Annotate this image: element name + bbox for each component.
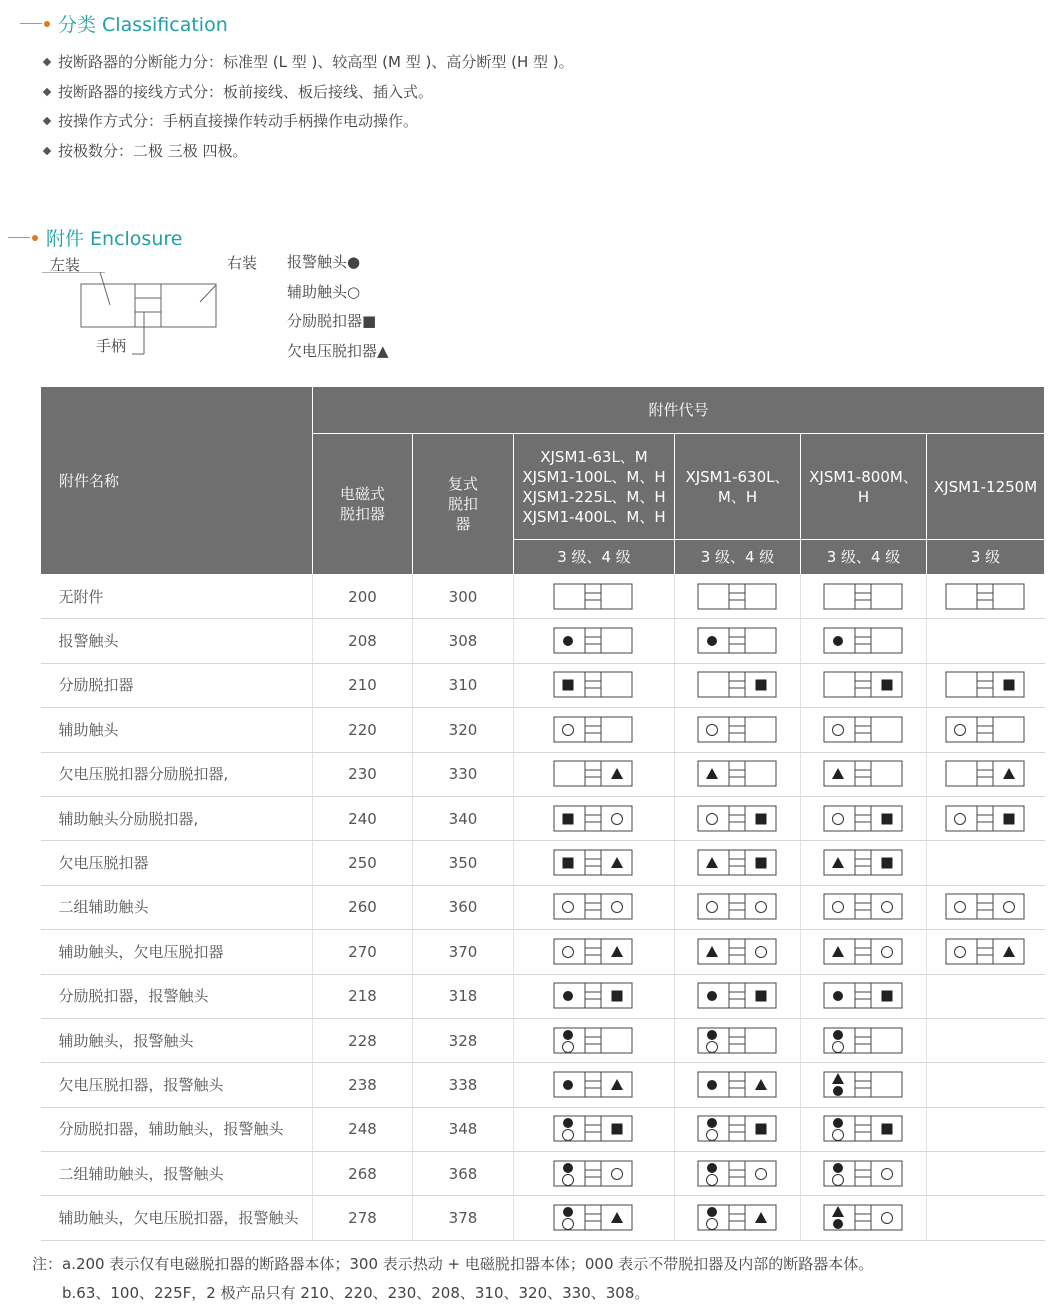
row-symbol-cell bbox=[514, 1107, 675, 1151]
aux-contact-icon bbox=[832, 813, 843, 824]
aux-contact-icon bbox=[706, 724, 717, 735]
row-compound-code: 350 bbox=[413, 841, 514, 885]
aux-contact-icon bbox=[706, 1174, 717, 1185]
row-symbol-cell bbox=[514, 1152, 675, 1196]
enclosure-heading bbox=[8, 224, 182, 251]
row-symbol-cell bbox=[927, 1152, 1045, 1196]
row-magnetic-code: 260 bbox=[313, 885, 413, 929]
row-compound-code: 318 bbox=[413, 974, 514, 1018]
breaker-symbol-icon bbox=[697, 1070, 779, 1100]
breaker-symbol-icon bbox=[553, 804, 635, 834]
row-symbol-cell bbox=[675, 708, 801, 752]
breaker-symbol-icon bbox=[823, 1070, 905, 1100]
enclosure-title: 附件 Enclosure bbox=[46, 228, 183, 250]
alarm-contact-icon bbox=[707, 1207, 717, 1217]
breaker-symbol-icon bbox=[823, 937, 905, 967]
list-item: 按断路器的分断能力分：标准型 (L 型 )、较高型 (M 型 )、高分断型 (H 型 )。 bbox=[40, 48, 574, 78]
row-symbol-cell bbox=[675, 974, 801, 1018]
row-symbol-cell bbox=[801, 708, 927, 752]
breaker-symbol-icon bbox=[553, 848, 635, 878]
shunt-release-icon bbox=[881, 813, 892, 824]
row-compound-code: 360 bbox=[413, 885, 514, 929]
breaker-symbol-icon bbox=[553, 670, 635, 700]
breaker-symbol-icon bbox=[697, 848, 779, 878]
row-symbol-cell bbox=[927, 974, 1045, 1018]
row-symbol-cell bbox=[675, 752, 801, 796]
breaker-symbol-icon bbox=[823, 715, 905, 745]
row-symbol-cell bbox=[927, 1018, 1045, 1062]
header-level-3: 3 级、4 级 bbox=[801, 540, 927, 575]
row-symbol-cell bbox=[675, 1018, 801, 1062]
breaker-symbol-icon bbox=[945, 582, 1027, 612]
breaker-symbol-icon bbox=[823, 892, 905, 922]
row-compound-code: 310 bbox=[413, 663, 514, 707]
breaker-symbol-icon bbox=[553, 582, 635, 612]
row-symbol-cell bbox=[514, 930, 675, 974]
row-compound-code: 300 bbox=[413, 575, 514, 619]
shunt-release-icon bbox=[563, 680, 574, 691]
shunt-release-icon bbox=[881, 1124, 892, 1135]
row-magnetic-code: 230 bbox=[313, 752, 413, 796]
alarm-contact-icon bbox=[563, 1163, 573, 1173]
shunt-release-icon bbox=[563, 858, 574, 869]
row-magnetic-code: 208 bbox=[313, 619, 413, 663]
legend-aux-contact: 辅助触头○ bbox=[287, 282, 361, 301]
shunt-release-icon bbox=[1003, 680, 1014, 691]
row-symbol-cell bbox=[927, 663, 1045, 707]
aux-contact-icon bbox=[755, 1168, 766, 1179]
alarm-contact-icon bbox=[563, 1080, 573, 1090]
row-symbol-cell bbox=[675, 796, 801, 840]
breaker-symbol-icon bbox=[553, 1203, 635, 1233]
breaker-symbol-icon bbox=[553, 981, 635, 1011]
classification-list bbox=[40, 48, 574, 166]
breaker-symbol-icon bbox=[945, 759, 1027, 789]
row-symbol-cell bbox=[675, 575, 801, 619]
row-symbol-cell bbox=[801, 1152, 927, 1196]
table-row bbox=[41, 841, 1045, 885]
row-accessory-name: 欠电压脱扣器分励脱扣器, bbox=[41, 752, 313, 796]
aux-contact-icon bbox=[706, 1130, 717, 1141]
aux-contact-icon bbox=[832, 902, 843, 913]
classification-heading bbox=[20, 10, 228, 37]
breaker-symbol-icon bbox=[697, 715, 779, 745]
aux-contact-icon bbox=[563, 724, 574, 735]
row-magnetic-code: 268 bbox=[313, 1152, 413, 1196]
shunt-release-icon bbox=[612, 991, 623, 1002]
row-magnetic-code: 278 bbox=[313, 1196, 413, 1240]
aux-contact-icon bbox=[881, 1168, 892, 1179]
row-accessory-name: 分励脱扣器 bbox=[41, 663, 313, 707]
header-accessory-code: 附件代号 bbox=[313, 387, 1045, 434]
row-accessory-name: 辅助触头，欠电压脱扣器，报警触头 bbox=[41, 1196, 313, 1240]
diamond-bullet-icon bbox=[43, 117, 51, 125]
aux-contact-icon bbox=[954, 724, 965, 735]
alarm-contact-icon bbox=[833, 1163, 843, 1173]
header-compound-release: 复式脱扣器 bbox=[413, 434, 514, 575]
alarm-contact-icon bbox=[707, 991, 717, 1001]
row-symbol-cell bbox=[801, 752, 927, 796]
breaker-symbol-icon bbox=[945, 715, 1027, 745]
legend-shunt-release: 分励脱扣器■ bbox=[287, 312, 377, 330]
header-level-1: 3 级、4 级 bbox=[514, 540, 675, 575]
row-symbol-cell bbox=[514, 885, 675, 929]
breaker-symbol-icon bbox=[553, 1070, 635, 1100]
aux-contact-icon bbox=[954, 946, 965, 957]
breaker-symbol-icon bbox=[823, 582, 905, 612]
table-row bbox=[41, 619, 1045, 663]
row-symbol-cell bbox=[927, 575, 1045, 619]
symbol-legend bbox=[287, 248, 389, 366]
row-compound-code: 330 bbox=[413, 752, 514, 796]
aux-contact-icon bbox=[706, 1219, 717, 1230]
row-accessory-name: 辅助触头，报警触头 bbox=[41, 1018, 313, 1062]
aux-contact-icon bbox=[755, 946, 766, 957]
row-symbol-cell bbox=[801, 885, 927, 929]
row-symbol-cell bbox=[801, 619, 927, 663]
breaker-symbol-icon bbox=[697, 1114, 779, 1144]
row-symbol-cell bbox=[675, 885, 801, 929]
shunt-release-icon bbox=[755, 858, 766, 869]
breaker-symbol-icon bbox=[553, 1026, 635, 1056]
aux-contact-icon bbox=[954, 813, 965, 824]
header-level-4: 3 级 bbox=[927, 540, 1045, 575]
breaker-symbol-icon bbox=[697, 804, 779, 834]
alarm-contact-icon bbox=[707, 636, 717, 646]
row-symbol-cell bbox=[675, 619, 801, 663]
aux-contact-icon bbox=[1003, 902, 1014, 913]
breaker-symbol-icon bbox=[697, 892, 779, 922]
alarm-contact-icon bbox=[707, 1030, 717, 1040]
row-symbol-cell bbox=[514, 1063, 675, 1107]
row-symbol-cell bbox=[801, 974, 927, 1018]
row-accessory-name: 报警触头 bbox=[41, 619, 313, 663]
shunt-release-icon bbox=[1003, 813, 1014, 824]
row-magnetic-code: 250 bbox=[313, 841, 413, 885]
breaker-symbol-icon bbox=[823, 670, 905, 700]
breaker-symbol-icon bbox=[697, 1159, 779, 1189]
shunt-release-icon bbox=[881, 991, 892, 1002]
row-magnetic-code: 270 bbox=[313, 930, 413, 974]
breaker-symbol-icon bbox=[823, 1203, 905, 1233]
row-symbol-cell bbox=[514, 796, 675, 840]
row-accessory-name: 二组辅助触头，报警触头 bbox=[41, 1152, 313, 1196]
note-b: b.63、100、225F，2 极产品只有 210、220、230、208、310、320、330、308。 bbox=[62, 1284, 650, 1302]
breaker-symbol-icon bbox=[697, 981, 779, 1011]
alarm-contact-icon bbox=[833, 991, 843, 1001]
header-model-group-3: XJSM1-800M、 H bbox=[801, 434, 927, 540]
row-compound-code: 338 bbox=[413, 1063, 514, 1107]
aux-contact-icon bbox=[954, 902, 965, 913]
row-symbol-cell bbox=[514, 974, 675, 1018]
handle-label: 手柄 bbox=[96, 337, 127, 355]
right-mount-label: 右装 bbox=[227, 254, 258, 272]
row-symbol-cell bbox=[514, 663, 675, 707]
row-compound-code: 370 bbox=[413, 930, 514, 974]
row-compound-code: 328 bbox=[413, 1018, 514, 1062]
row-symbol-cell bbox=[801, 575, 927, 619]
breaker-symbol-icon bbox=[697, 1026, 779, 1056]
row-symbol-cell bbox=[675, 1152, 801, 1196]
row-accessory-name: 辅助触头 bbox=[41, 708, 313, 752]
row-symbol-cell bbox=[675, 1196, 801, 1240]
list-item: 按断路器的接线方式分：板前接线、板后接线、插入式。 bbox=[40, 78, 574, 108]
row-symbol-cell bbox=[801, 1018, 927, 1062]
breaker-symbol-icon bbox=[697, 937, 779, 967]
table-row bbox=[41, 1107, 1045, 1151]
row-symbol-cell bbox=[514, 619, 675, 663]
aux-contact-icon bbox=[563, 1130, 574, 1141]
diamond-bullet-icon bbox=[43, 58, 51, 66]
alarm-contact-icon bbox=[563, 1118, 573, 1128]
breaker-symbol-icon bbox=[823, 626, 905, 656]
aux-contact-icon bbox=[706, 902, 717, 913]
header-level-2: 3 级、4 级 bbox=[675, 540, 801, 575]
breaker-symbol-icon bbox=[553, 1114, 635, 1144]
aux-contact-icon bbox=[563, 1041, 574, 1052]
row-accessory-name: 无附件 bbox=[41, 575, 313, 619]
row-accessory-name: 辅助触头，欠电压脱扣器 bbox=[41, 930, 313, 974]
row-symbol-cell bbox=[514, 841, 675, 885]
row-magnetic-code: 248 bbox=[313, 1107, 413, 1151]
row-magnetic-code: 220 bbox=[313, 708, 413, 752]
row-compound-code: 340 bbox=[413, 796, 514, 840]
breaker-symbol-icon bbox=[945, 804, 1027, 834]
row-accessory-name: 分励脱扣器，辅助触头，报警触头 bbox=[41, 1107, 313, 1151]
breaker-symbol-icon bbox=[553, 1159, 635, 1189]
row-symbol-cell bbox=[514, 1196, 675, 1240]
breaker-symbol-icon bbox=[697, 759, 779, 789]
aux-contact-icon bbox=[563, 902, 574, 913]
row-accessory-name: 辅助触头分励脱扣器, bbox=[41, 796, 313, 840]
breaker-symbol-icon bbox=[697, 1203, 779, 1233]
legend-undervoltage-release: 欠电压脱扣器▲ bbox=[287, 341, 389, 360]
aux-contact-icon bbox=[612, 1168, 623, 1179]
row-symbol-cell bbox=[675, 930, 801, 974]
shunt-release-icon bbox=[881, 858, 892, 869]
row-magnetic-code: 238 bbox=[313, 1063, 413, 1107]
row-symbol-cell bbox=[514, 708, 675, 752]
aux-contact-icon bbox=[832, 1174, 843, 1185]
alarm-contact-icon bbox=[833, 1118, 843, 1128]
breaker-symbol-icon bbox=[553, 759, 635, 789]
row-symbol-cell bbox=[801, 1063, 927, 1107]
table-row bbox=[41, 796, 1045, 840]
row-symbol-cell bbox=[927, 1063, 1045, 1107]
list-item: 按极数分：二极 三极 四极。 bbox=[40, 137, 574, 167]
legend-alarm-contact: 报警触头● bbox=[287, 253, 361, 271]
aux-contact-icon bbox=[563, 1174, 574, 1185]
header-model-group-2: XJSM1-630L、 M、H bbox=[675, 434, 801, 540]
aux-contact-icon bbox=[563, 1219, 574, 1230]
table-row bbox=[41, 752, 1045, 796]
alarm-contact-icon bbox=[563, 1030, 573, 1040]
aux-contact-icon bbox=[612, 813, 623, 824]
header-model-group-1: XJSM1-63L、M XJSM1-100L、M、H XJSM1-225L、M、H XJSM1-400L、M、H bbox=[514, 434, 675, 540]
alarm-contact-icon bbox=[563, 1207, 573, 1217]
breaker-symbol-icon bbox=[697, 670, 779, 700]
row-symbol-cell bbox=[801, 841, 927, 885]
breaker-symbol-icon bbox=[553, 715, 635, 745]
row-symbol-cell bbox=[514, 1018, 675, 1062]
row-magnetic-code: 228 bbox=[313, 1018, 413, 1062]
alarm-contact-icon bbox=[833, 636, 843, 646]
shunt-release-icon bbox=[563, 813, 574, 824]
table-row bbox=[41, 1018, 1045, 1062]
classification-title: 分类 Classification bbox=[58, 14, 228, 36]
table-row bbox=[41, 885, 1045, 929]
table-row bbox=[41, 1196, 1045, 1240]
aux-contact-icon bbox=[832, 1130, 843, 1141]
aux-contact-icon bbox=[755, 902, 766, 913]
shunt-release-icon bbox=[755, 991, 766, 1002]
header-accessory-name: 附件名称 bbox=[41, 387, 313, 575]
bullet-dot-icon bbox=[32, 235, 38, 241]
shunt-release-icon bbox=[881, 680, 892, 691]
breaker-symbol-icon bbox=[823, 804, 905, 834]
row-magnetic-code: 240 bbox=[313, 796, 413, 840]
aux-contact-icon bbox=[563, 946, 574, 957]
breaker-symbol-icon bbox=[945, 670, 1027, 700]
row-magnetic-code: 210 bbox=[313, 663, 413, 707]
row-compound-code: 368 bbox=[413, 1152, 514, 1196]
aux-contact-icon bbox=[612, 902, 623, 913]
row-compound-code: 308 bbox=[413, 619, 514, 663]
row-symbol-cell bbox=[927, 841, 1045, 885]
row-symbol-cell bbox=[675, 841, 801, 885]
alarm-contact-icon bbox=[563, 991, 573, 1001]
diamond-bullet-icon bbox=[43, 146, 51, 154]
row-symbol-cell bbox=[927, 752, 1045, 796]
bullet-dot-icon bbox=[44, 21, 50, 27]
table-row bbox=[41, 1152, 1045, 1196]
row-symbol-cell bbox=[927, 885, 1045, 929]
row-symbol-cell bbox=[675, 663, 801, 707]
alarm-contact-icon bbox=[833, 1219, 843, 1229]
accessory-code-table bbox=[40, 386, 1045, 1241]
breaker-symbol-icon bbox=[697, 626, 779, 656]
header-model-group-4: XJSM1-1250M bbox=[927, 434, 1045, 540]
aux-contact-icon bbox=[832, 724, 843, 735]
row-symbol-cell bbox=[675, 1107, 801, 1151]
note-a: 注：a.200 表示仅有电磁脱扣器的断路器本体；300 表示热动 + 电磁脱扣器本体；000 表示不带脱扣器及内部的断路器本体。 bbox=[32, 1255, 874, 1273]
shunt-release-icon bbox=[755, 680, 766, 691]
breaker-symbol-icon bbox=[553, 626, 635, 656]
row-symbol-cell bbox=[801, 930, 927, 974]
row-accessory-name: 欠电压脱扣器 bbox=[41, 841, 313, 885]
alarm-contact-icon bbox=[707, 1118, 717, 1128]
aux-contact-icon bbox=[881, 946, 892, 957]
mounting-diagram bbox=[40, 272, 230, 356]
row-symbol-cell bbox=[801, 1107, 927, 1151]
table-row bbox=[41, 1063, 1045, 1107]
row-accessory-name: 分励脱扣器，报警触头 bbox=[41, 974, 313, 1018]
row-magnetic-code: 200 bbox=[313, 575, 413, 619]
aux-contact-icon bbox=[881, 902, 892, 913]
row-symbol-cell bbox=[927, 796, 1045, 840]
alarm-contact-icon bbox=[707, 1163, 717, 1173]
left-mount-label: 左装 bbox=[50, 256, 81, 274]
aux-contact-icon bbox=[706, 1041, 717, 1052]
shunt-release-icon bbox=[755, 813, 766, 824]
shunt-release-icon bbox=[755, 1124, 766, 1135]
row-symbol-cell bbox=[514, 752, 675, 796]
list-item: 按操作方式分：手柄直接操作转动手柄操作电动操作。 bbox=[40, 107, 574, 137]
breaker-symbol-icon bbox=[697, 582, 779, 612]
row-magnetic-code: 218 bbox=[313, 974, 413, 1018]
breaker-symbol-icon bbox=[553, 892, 635, 922]
alarm-contact-icon bbox=[707, 1080, 717, 1090]
table-row bbox=[41, 575, 1045, 619]
row-symbol-cell bbox=[927, 930, 1045, 974]
row-accessory-name: 二组辅助触头 bbox=[41, 885, 313, 929]
header-magnetic-release: 电磁式脱扣器 bbox=[313, 434, 413, 575]
row-symbol-cell bbox=[927, 1107, 1045, 1151]
aux-contact-icon bbox=[706, 813, 717, 824]
alarm-contact-icon bbox=[833, 1030, 843, 1040]
row-symbol-cell bbox=[801, 1196, 927, 1240]
row-symbol-cell bbox=[927, 1196, 1045, 1240]
row-accessory-name: 欠电压脱扣器，报警触头 bbox=[41, 1063, 313, 1107]
row-compound-code: 348 bbox=[413, 1107, 514, 1151]
alarm-contact-icon bbox=[833, 1086, 843, 1096]
row-compound-code: 320 bbox=[413, 708, 514, 752]
row-symbol-cell bbox=[927, 619, 1045, 663]
aux-contact-icon bbox=[881, 1213, 892, 1224]
row-symbol-cell bbox=[927, 708, 1045, 752]
diamond-bullet-icon bbox=[43, 87, 51, 95]
table-row bbox=[41, 974, 1045, 1018]
breaker-symbol-icon bbox=[823, 981, 905, 1011]
breaker-symbol-icon bbox=[553, 937, 635, 967]
aux-contact-icon bbox=[832, 1041, 843, 1052]
breaker-symbol-icon bbox=[823, 1026, 905, 1056]
row-symbol-cell bbox=[801, 796, 927, 840]
table-row bbox=[41, 930, 1045, 974]
table-row bbox=[41, 708, 1045, 752]
row-compound-code: 378 bbox=[413, 1196, 514, 1240]
breaker-symbol-icon bbox=[823, 759, 905, 789]
breaker-symbol-icon bbox=[823, 1114, 905, 1144]
alarm-contact-icon bbox=[563, 636, 573, 646]
table-row bbox=[41, 663, 1045, 707]
row-symbol-cell bbox=[514, 575, 675, 619]
breaker-symbol-icon bbox=[945, 937, 1027, 967]
breaker-symbol-icon bbox=[823, 848, 905, 878]
shunt-release-icon bbox=[612, 1124, 623, 1135]
row-symbol-cell bbox=[801, 663, 927, 707]
row-symbol-cell bbox=[675, 1063, 801, 1107]
breaker-symbol-icon bbox=[823, 1159, 905, 1189]
breaker-symbol-icon bbox=[945, 892, 1027, 922]
